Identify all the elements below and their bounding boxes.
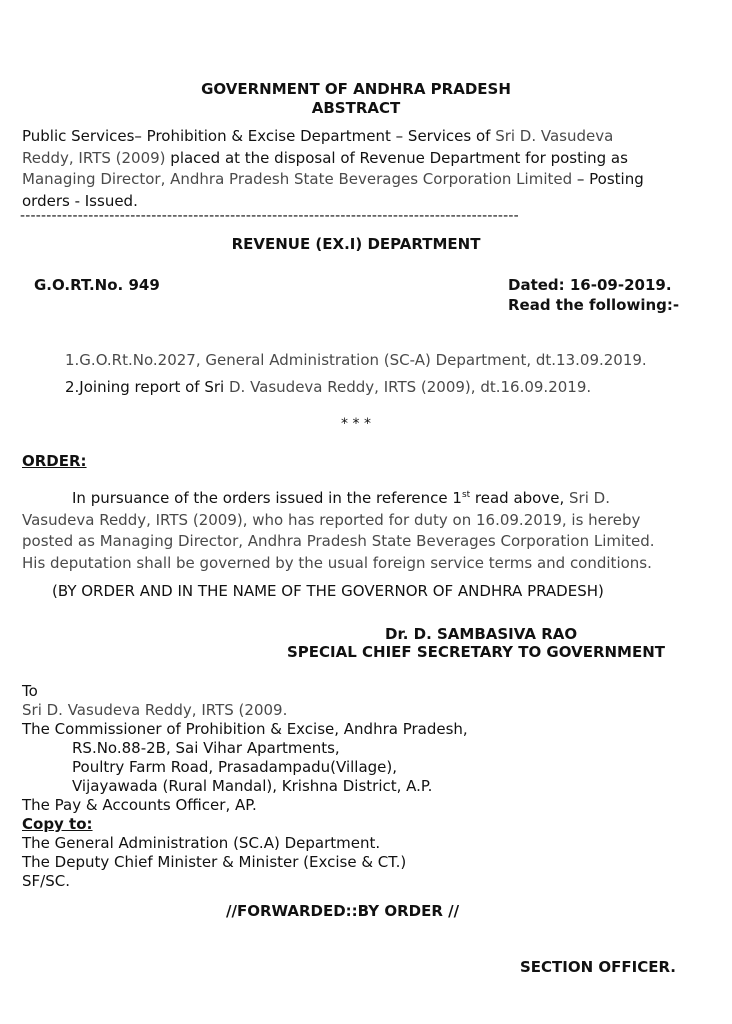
recipient: The Pay & Accounts Officer, AP.	[22, 796, 257, 814]
copy-recipient: The General Administration (SC.A) Department.	[22, 834, 381, 852]
order-text: read above,	[470, 489, 570, 507]
order-text: Vasudeva Reddy, IRTS (2009), who has reported for duty on 16.09.2019, is hereby	[22, 510, 641, 529]
forwarded-line: //FORWARDED::BY ORDER //	[226, 902, 460, 920]
subject-text: – Posting	[572, 170, 644, 188]
by-order-line: (BY ORDER AND IN THE NAME OF THE GOVERNOR OF ANDHRA PRADESH)	[52, 582, 604, 600]
subject-text: placed at the disposal of Revenue Department for posting as	[165, 148, 628, 167]
officer-name: Sri D.	[569, 489, 610, 507]
dated: Dated: 16-09-2019.	[508, 276, 672, 294]
asterisks: * * *	[341, 416, 371, 432]
address-line: Vijayawada (Rural Mandal), Krishna District, A.P.	[72, 777, 433, 795]
order-text: His deputation shall be governed by the usual foreign service terms and conditions.	[22, 553, 652, 572]
officer-name: Reddy, IRTS (2009)	[22, 148, 166, 167]
signatory-name: Dr. D. SAMBASIVA RAO	[385, 625, 578, 643]
order-text: In pursuance of the orders issued in the reference 1	[72, 489, 462, 507]
designation-text: Managing Director, Andhra Pradesh State Beverages Corporation Limited	[22, 170, 573, 188]
subject-text: Public Services– Prohibition & Excise Department – Services of	[22, 127, 496, 145]
abstract-title: ABSTRACT	[311, 99, 401, 117]
copy-recipient: SF/SC.	[22, 872, 70, 890]
copy-recipient: The Deputy Chief Minister & Minister (Excise & CT.)	[22, 853, 407, 871]
separator-line: -----------------------------------------------------------------------------------------------	[20, 208, 519, 224]
officer-name: Sri D. Vasudeva	[495, 127, 614, 145]
subject-text: orders - Issued.	[22, 191, 138, 210]
to-label: To	[22, 682, 38, 700]
order-text: posted as Managing Director, Andhra Pradesh State Beverages Corporation Limited.	[22, 532, 655, 550]
department-title: REVENUE (EX.I) DEPARTMENT	[231, 235, 481, 253]
superscript: st	[461, 490, 471, 500]
government-title: GOVERNMENT OF ANDHRA PRADESH	[201, 80, 511, 98]
subject-paragraph	[22, 126, 687, 212]
reference-item: 1.G.O.Rt.No.2027, General Administration (SC-A) Department, dt.13.09.2019.	[65, 351, 647, 369]
signatory-designation: SPECIAL CHIEF SECRETARY TO GOVERNMENT	[287, 643, 666, 661]
go-number: G.O.RT.No. 949	[34, 276, 160, 294]
order-paragraph	[22, 488, 687, 574]
address-line: Poultry Farm Road, Prasadampadu(Village),	[72, 758, 398, 776]
read-following: Read the following:-	[508, 296, 680, 314]
order-heading: ORDER:	[22, 452, 87, 470]
copy-to-label: Copy to:	[22, 815, 93, 833]
reference-text: D. Vasudeva Reddy, IRTS (2009), dt.16.09.2019.	[228, 378, 592, 396]
recipient: The Commissioner of Prohibition & Excise, Andhra Pradesh,	[22, 720, 468, 738]
reference-prefix: 2.Joining report of Sri	[65, 378, 229, 396]
section-officer: SECTION OFFICER.	[520, 958, 677, 976]
address-line: RS.No.88-2B, Sai Vihar Apartments,	[72, 739, 340, 757]
recipient: Sri D. Vasudeva Reddy, IRTS (2009.	[22, 701, 288, 719]
reference-item	[65, 378, 591, 396]
